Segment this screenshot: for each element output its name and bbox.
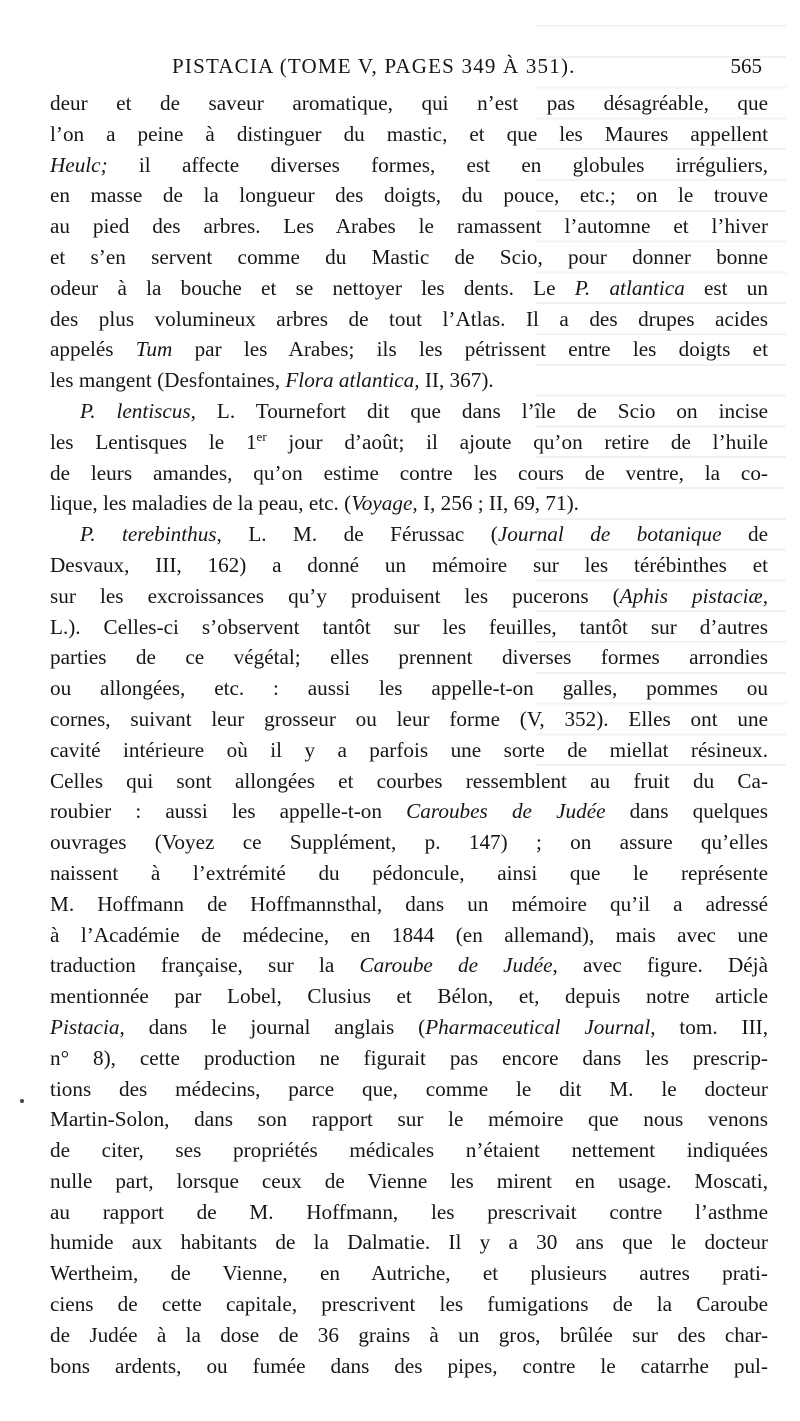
text-segment: au pied des arbres. Les Arabes le ramassent l’automne et l’hiver xyxy=(50,214,768,239)
text-segment: de citer, ses propriétés médicales n’étaient nettement indiquées xyxy=(50,1138,768,1163)
text-line xyxy=(50,581,768,612)
text-segment: les mangent (Desfontaines, xyxy=(50,368,286,393)
page-header xyxy=(50,54,770,88)
text-segment: , avec figure. Déjà xyxy=(552,953,768,978)
text-line xyxy=(50,1197,768,1228)
text-line xyxy=(50,735,768,766)
text-line xyxy=(50,458,768,489)
text-line xyxy=(50,550,768,581)
text-segment: l’on a peine à distinguer du mastic, et que les Maures appellent xyxy=(50,121,768,146)
text-segment: cavité intérieure où il y a parfois une sorte de miellat résineux. xyxy=(50,737,768,762)
superscript: er xyxy=(256,428,267,444)
italic-text: Journal de botanique xyxy=(497,522,722,547)
italic-text: Pistacia xyxy=(50,1014,120,1039)
text-segment: à l’Académie de médecine, en 1844 (en allemand), mais avec une xyxy=(50,922,768,947)
text-segment: cornes, suivant leur grosseur ou leur forme (V, 352). Elles ont une xyxy=(50,706,768,731)
text-segment: au rapport de M. Hoffmann, les prescrivait contre l’asthme xyxy=(50,1199,768,1224)
text-segment: odeur à la bouche et se nettoyer les dents. Le xyxy=(50,275,575,300)
text-line xyxy=(50,1320,768,1351)
text-line xyxy=(50,1135,768,1166)
text-line xyxy=(50,1227,768,1258)
text-segment: de xyxy=(721,522,768,547)
text-segment: de leurs amandes, qu’on estime contre les cours de ventre, la co- xyxy=(50,460,768,485)
text-segment: Desvaux, III, 162) a donné un mémoire sur les térébinthes et xyxy=(50,552,768,577)
text-segment: deur et de saveur aromatique, qui n’est pas désagréable, que xyxy=(50,91,768,115)
text-segment: bons ardents, ou fumée dans des pipes, contre le catarrhe pul- xyxy=(50,1353,768,1378)
text-segment: I, 256 ; II, 69, 71). xyxy=(417,491,579,516)
text-line xyxy=(50,1012,768,1043)
text-segment: , tom. III, xyxy=(650,1014,768,1039)
text-segment: II, 367). xyxy=(419,368,494,393)
ink-speck xyxy=(20,1099,24,1103)
running-title: PISTACIA (TOME V, PAGES 349 À 351). xyxy=(172,54,576,78)
text-segment: appelés xyxy=(50,337,136,362)
text-segment: par les Arabes; ils les pétrissent entre les doigts et xyxy=(172,337,768,362)
text-line xyxy=(50,796,768,827)
text-line xyxy=(50,1074,768,1105)
text-segment: dans quelques xyxy=(605,799,768,824)
text-line xyxy=(50,396,768,427)
italic-text: P. terebinthus xyxy=(80,522,217,547)
text-line xyxy=(50,1289,768,1320)
text-line xyxy=(50,488,768,519)
text-line xyxy=(50,950,768,981)
text-line xyxy=(50,827,768,858)
italic-text: Voyage, xyxy=(351,491,418,516)
text-segment: M. Hoffmann de Hoffmannsthal, dans un mémoire qu’il a adressé xyxy=(50,891,768,916)
text-line xyxy=(50,1043,768,1074)
text-line xyxy=(50,673,768,704)
text-segment: , dans le journal anglais ( xyxy=(119,1014,426,1039)
text-line xyxy=(50,304,768,335)
text-segment: et s’en servent comme du Mastic de Scio, pour donner bonne xyxy=(50,244,768,269)
text-segment: mentionnée par Lobel, Clusius et Bélon, et, depuis notre article xyxy=(50,984,768,1009)
text-line xyxy=(50,766,768,797)
text-segment: humide aux habitants de la Dalmatie. Il y a 30 ans que le docteur xyxy=(50,1230,768,1255)
text-segment: L.). Celles-ci s’observent tantôt sur les feuilles, tantôt sur d’autres xyxy=(50,614,768,639)
italic-text: Caroubes de Judée xyxy=(406,799,606,824)
text-segment: nulle part, lorsque ceux de Vienne les mirent en usage. Moscati, xyxy=(50,1168,768,1193)
text-segment: Martin-Solon, dans son rapport sur le mémoire que nous venons xyxy=(50,1107,768,1132)
text-line xyxy=(50,119,768,150)
italic-text: Aphis pistaciæ, xyxy=(619,583,768,608)
text-line xyxy=(50,273,768,304)
text-line xyxy=(50,612,768,643)
text-segment: n° 8), cette production ne figurait pas encore dans les prescrip- xyxy=(50,1045,768,1070)
text-segment: des plus volumineux arbres de tout l’Atlas. Il a des drupes acides xyxy=(50,306,768,331)
text-line xyxy=(50,858,768,889)
italic-text: P. lentiscus xyxy=(80,398,191,423)
text-line xyxy=(50,920,768,951)
text-segment: jour d’août; il ajoute qu’on retire de l’huile xyxy=(266,429,768,454)
text-segment: sur les excroissances qu’y produisent les pucerons ( xyxy=(50,583,620,608)
text-line xyxy=(50,1258,768,1289)
text-segment: , L. M. de Férussac ( xyxy=(216,522,498,547)
text-line xyxy=(50,1104,768,1135)
italic-text: Tum xyxy=(135,337,173,362)
text-line xyxy=(50,889,768,920)
text-line xyxy=(50,211,768,242)
text-segment: traduction française, sur la xyxy=(50,953,360,978)
text-segment: parties de ce végétal; elles prennent diverses formes arrondies xyxy=(50,645,768,670)
text-line xyxy=(50,1351,768,1382)
text-segment: tions des médecins, parce que, comme le dit M. le docteur xyxy=(50,1076,768,1101)
text-segment: , L. Tournefort dit que dans l’île de Scio on incise xyxy=(190,398,768,423)
italic-text: Caroube de Judée xyxy=(359,953,553,978)
text-segment: ou allongées, etc. : aussi les appelle-t-on galles, pommes ou xyxy=(50,676,768,701)
text-segment: il affecte diverses formes, est en globules irréguliers, xyxy=(107,152,768,177)
text-line xyxy=(50,427,768,458)
body-text xyxy=(50,88,768,1381)
italic-text: P. atlantica xyxy=(574,275,685,300)
text-segment: naissent à l’extrémité du pédoncule, ainsi que le représente xyxy=(50,860,768,885)
text-line xyxy=(50,180,768,211)
text-line xyxy=(50,365,768,396)
text-segment: lique, les maladies de la peau, etc. ( xyxy=(50,491,352,516)
text-line xyxy=(50,242,768,273)
text-line xyxy=(50,519,768,550)
text-line xyxy=(50,981,768,1012)
text-segment: ciens de cette capitale, prescrivent les fumigations de la Caroube xyxy=(50,1292,768,1317)
text-segment: Celles qui sont allongées et courbes ressemblent au fruit du Ca- xyxy=(50,768,768,793)
text-segment: roubier : aussi les appelle-t-on xyxy=(50,799,407,824)
text-segment: de Judée à la dose de 36 grains à un gros, brûlée sur des char- xyxy=(50,1322,768,1347)
text-segment: est un xyxy=(684,275,768,300)
italic-text: Flora atlantica, xyxy=(285,368,420,393)
text-segment: Wertheim, de Vienne, en Autriche, et plusieurs autres prati- xyxy=(50,1261,768,1286)
text-line xyxy=(50,1166,768,1197)
italic-text: Heulc; xyxy=(50,152,108,177)
text-segment: les Lentisques le 1 xyxy=(50,429,257,454)
text-line xyxy=(50,642,768,673)
text-line xyxy=(50,704,768,735)
text-segment: ouvrages (Voyez ce Supplément, p. 147) ; on assure qu’elles xyxy=(50,830,768,855)
italic-text: Pharmaceutical Journal xyxy=(425,1014,651,1039)
text-line xyxy=(50,334,768,365)
text-line xyxy=(50,88,768,119)
text-segment: en masse de la longueur des doigts, du pouce, etc.; on le trouve xyxy=(50,183,768,208)
text-line xyxy=(50,150,768,181)
page-number: 565 xyxy=(730,54,762,78)
